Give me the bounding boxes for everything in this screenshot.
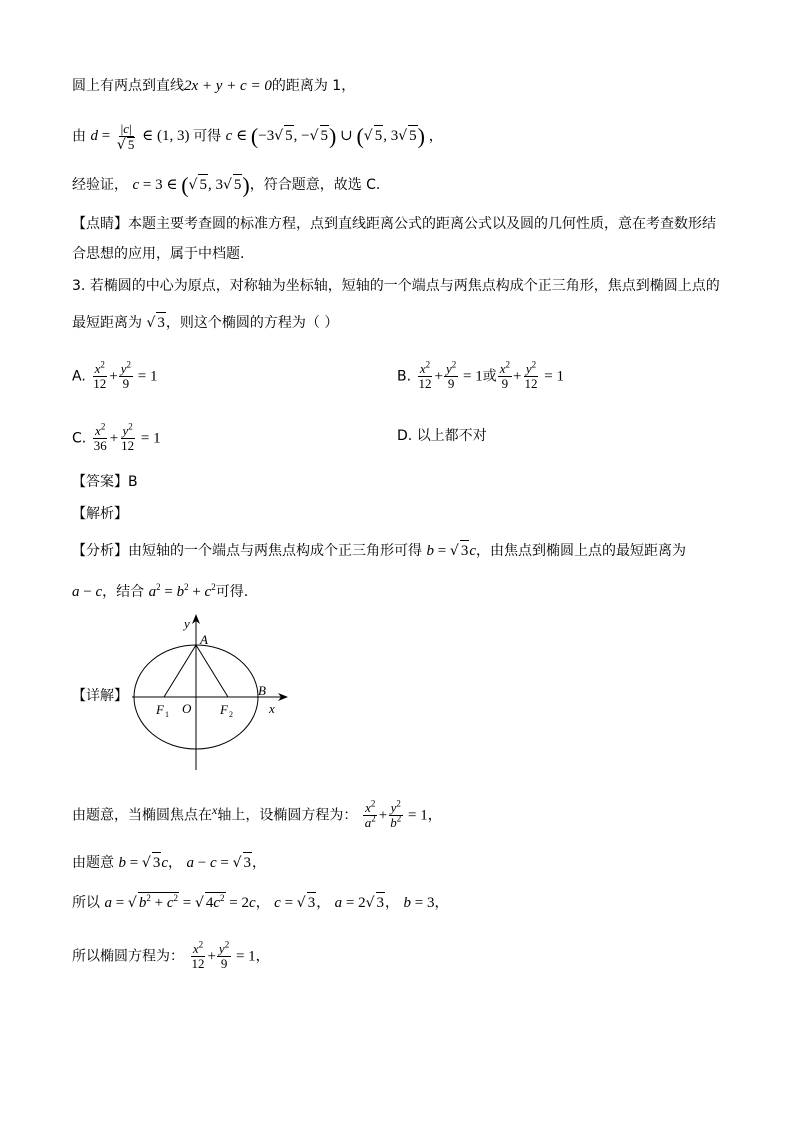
option-a: A. $\frac{x^2}{12}$ + $\frac{y^2}{9}$ = 1 (72, 359, 158, 391)
dianjing-line-2: 合思想的应用，属于中档题. (72, 246, 245, 262)
para-3: 经验证， c = 3 ∈ (√ 5, 3√ 5)，符合题意，故选 C. (72, 172, 381, 198)
step-2: 由题意 b = √ 3c， a − c = √ 3， (72, 852, 266, 873)
label-a: A (200, 632, 208, 647)
label-b: B (258, 683, 266, 698)
para-1: 圆上有两点到直线2x + y + c = 0的距离为 1， (72, 78, 356, 94)
answer-line: 【答案】B (72, 474, 138, 490)
c-range: c ∈ (−3√ 5, −√ 5) ∪ (√ 5, 3√ 5) (225, 124, 425, 149)
label-f2: F (220, 702, 228, 717)
step-1: 由题意，当椭圆焦点在x轴上，设椭圆方程为： $\frac{x^2}{a^2}$ + $\frac{y^2}{b^2}$ = 1， (72, 798, 442, 831)
label-o: O (182, 701, 192, 716)
label-f1: F (156, 702, 164, 717)
fenxi-line-1: 【分析】由短轴的一个端点与两焦点构成个正三角形可得 b = √ 3c，由焦点到椭圆上点的最短距离为 (72, 540, 686, 561)
dianjing-line-1: 【点睛】本题主要考查圆的标准方程，点到直线距离公式的距离公式以及圆的几何性质，意在考查数形结 (72, 216, 716, 232)
label-f2-sub: 2 (229, 710, 233, 719)
label-f1-sub: 1 (165, 710, 169, 719)
label-x: x (269, 701, 275, 716)
option-b: B. $\frac{x^2}{12}$ + $\frac{y^2}{9}$ = 1或 $\frac{x^2}{9}$ + $\frac{y^2}{12}$ = 1 (397, 359, 564, 391)
step-4: 所以椭圆方程为： $\frac{x^2}{12}$ + $\frac{y^2}{9}$ = 1， (72, 939, 270, 971)
question-line-1: 3. 若椭圆的中心为原点，对称轴为坐标轴，短轴的一个端点与两焦点构成个正三角形，焦点到椭圆上点的 (72, 278, 720, 294)
ellipse-diagram (130, 612, 290, 772)
verification-expr: c = 3 ∈ (√ 5, 3√ 5) (132, 172, 250, 198)
label-y: y (184, 616, 190, 631)
line-equation: 2x + y + c = 0 (184, 78, 272, 94)
jiexi-line: 【解析】 (72, 506, 128, 522)
xiangjie-label: 【详解】 (72, 688, 128, 704)
option-c: C. $\frac{x^2}{36}$ + $\frac{y^2}{12}$ = 1 (72, 421, 161, 453)
triangle-edge-right (196, 645, 228, 697)
triangle-edge-left (164, 645, 196, 697)
para-2: 由 d = $\frac{|c|}{√ 5}$ ∈ (1, 3) 可得 c ∈ (−3√ 5, −√ 5) ∪ (√ 5, 3√ 5) ， (72, 121, 443, 153)
distance-formula: d = $\frac{|c|}{√ 5}$ ∈ (1, 3) (90, 121, 194, 153)
option-d: D. 以上都不对 (397, 428, 487, 444)
step-3: 所以 a = √ $b^2 + c^2$ = √ $4c^2 = 2c$， c = √ 3， a = 2√ 3， b = 3， (72, 893, 449, 911)
fenxi-line-2: a − c，结合 $a^2 = b^2 + c^2$可得. (72, 582, 249, 600)
question-line-2: 最短距离为 √ 3，则这个椭圆的方程为（ ） (72, 312, 338, 333)
